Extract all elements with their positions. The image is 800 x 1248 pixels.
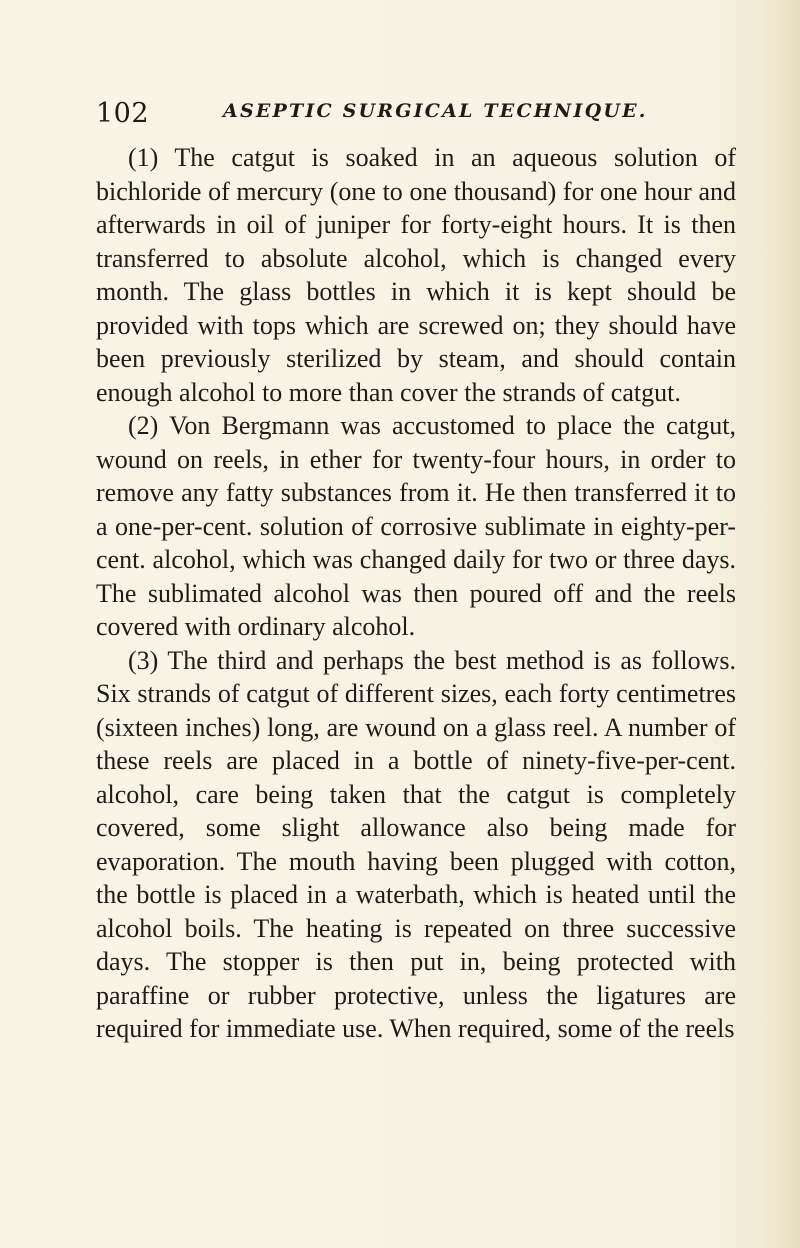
paragraph-2: (2) Von Bergmann was accustomed to place the catgut, wound on reels, in ether for twenty-four hours, in order to remove any fatty substances from it. He then transferred it to a one-per-cent. solution of corrosive sublimate in eighty-per-cent. alcohol, which was changed daily for two or three days. The sublimated alcohol was then poured off and the reels covered with ordinary alcohol. — [96, 411, 736, 641]
paragraph-1: (1) The catgut is soaked in an aqueous solution of bichloride of mercury (one to one thousand) for one hour and afterwards in oil of juniper for forty-eight hours. It is then transferred to absolute alcohol, which is changed every month. The glass bottles in which it is kept should be provided with tops which are screwed on; they should have been previously sterilized by steam, and should contain enough alcohol to more than cover the strands of catgut. — [96, 143, 736, 407]
body-text — [96, 141, 736, 1046]
paragraph-3: (3) The third and perhaps the best method is as follows. Six strands of catgut of different sizes, each forty centimetres (sixteen inches) long, are wound on a glass reel. A number of these reels are placed in a bottle of ninety-five-per-cent. alcohol, care being taken that the catgut is completely covered, some slight allowance also being made for evaporation. The mouth having been plugged with cotton, the bottle is placed in a waterbath, which is heated until the alcohol boils. The heating is repeated on three successive days. The stopper is then put in, being protected with paraffine or rubber protective, unless the ligatures are required for immediate use. When required, some of the reels — [96, 645, 736, 1043]
running-title: ASEPTIC SURGICAL TECHNIQUE. — [223, 100, 648, 122]
page-header — [96, 96, 736, 136]
page-number: 102 — [96, 98, 150, 129]
